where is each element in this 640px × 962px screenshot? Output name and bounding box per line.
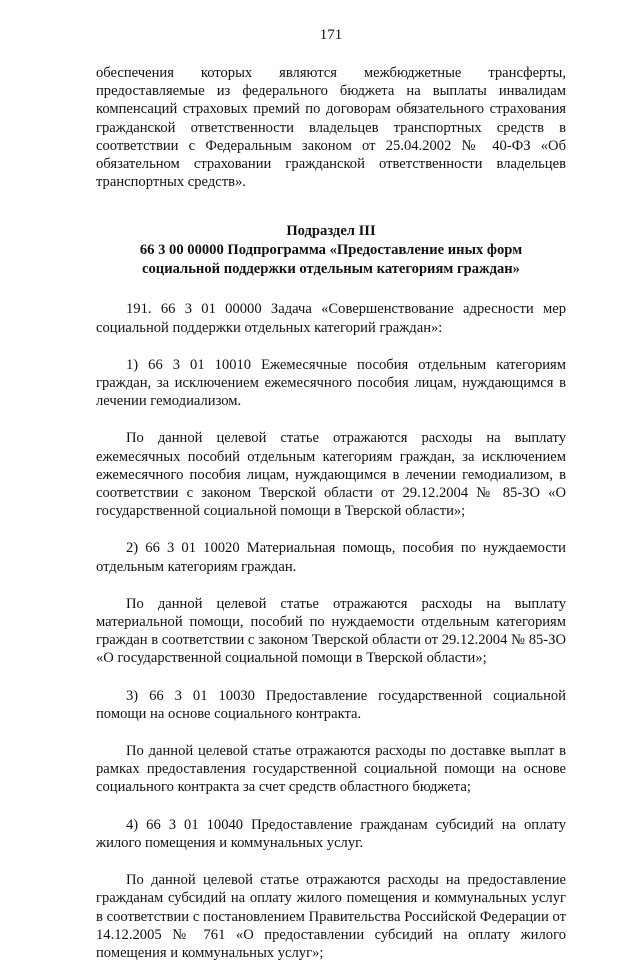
subsection-heading — [96, 222, 566, 279]
item-1-title: 1) 66 3 01 10010 Ежемесячные пособия отдельным категориям граждан, за исключением ежемесячного пособия лицам, нуждающимся в лечении гемодиализом. — [96, 356, 566, 410]
continuation-paragraph: обеспечения которых являются межбюджетные трансферты, предоставляемые из федерального бюджета на выплаты инвалидам компенсаций страховых премий по договорам обязательного страхования гражданской ответственности владельцев транспортных средств в соответствии с Федеральным законом от 25.04.2002 № 40-ФЗ «Об обязательном страховании гражданской ответственности владельцев транспортных средств». — [96, 65, 566, 191]
subprogram-title-line-1: 66 3 00 00000 Подпрограмма «Предоставление иных форм — [139, 242, 523, 259]
item-3-description: По данной целевой статье отражаются расходы по доставке выплат в рамках предоставления государственной социальной помощи на основе социального контракта за счет средств областного бюджета; — [96, 743, 566, 796]
subsection-title: Подраздел III — [286, 223, 376, 240]
document-page — [96, 26, 566, 962]
page-number: 171 — [319, 27, 343, 43]
item-1-description: По данной целевой статье отражаются расходы на выплату ежемесячных пособий отдельным категориям граждан, за исключением ежемесячного пособия лицам, нуждающимся в лечении гемодиализом, в соответствии с законом Тверской области от 29.12.2004 № 85-ЗО «О государственной социальной помощи в Тверской области»; — [96, 430, 566, 520]
item-4-description: По данной целевой статье отражаются расходы на предоставление гражданам субсидий на оплату жилого помещения и коммунальных услуг в соответствии с постановлением Правительства Российской Федерации от 14.12.2005 № 761 «О предоставлении субсидий на оплату жилого помещения и коммунальных услуг»; — [96, 872, 566, 961]
task-paragraph: 191. 66 3 01 00000 Задача «Совершенствование адресности мер социальной поддержки отдельных категорий граждан»: — [96, 301, 566, 336]
subprogram-title-line-2: социальной поддержки отдельным категориям граждан» — [142, 261, 520, 278]
item-3-title: 3) 66 3 01 10030 Предоставление государственной социальной помощи на основе социального контракта. — [96, 687, 566, 722]
item-4-title: 4) 66 3 01 10040 Предоставление гражданам субсидий на оплату жилого помещения и коммунальных услуг. — [96, 816, 566, 851]
item-2-title: 2) 66 3 01 10020 Материальная помощь, пособия по нуждаемости отдельным категориям граждан. — [96, 540, 566, 575]
item-2-description: По данной целевой статье отражаются расходы на выплату материальной помощи, пособий по нуждаемости отдельным категориям граждан в соответствии с законом Тверской области от 29.12.2004 № 85-ЗО «О государственной социальной помощи в Тверской области»; — [96, 595, 566, 667]
